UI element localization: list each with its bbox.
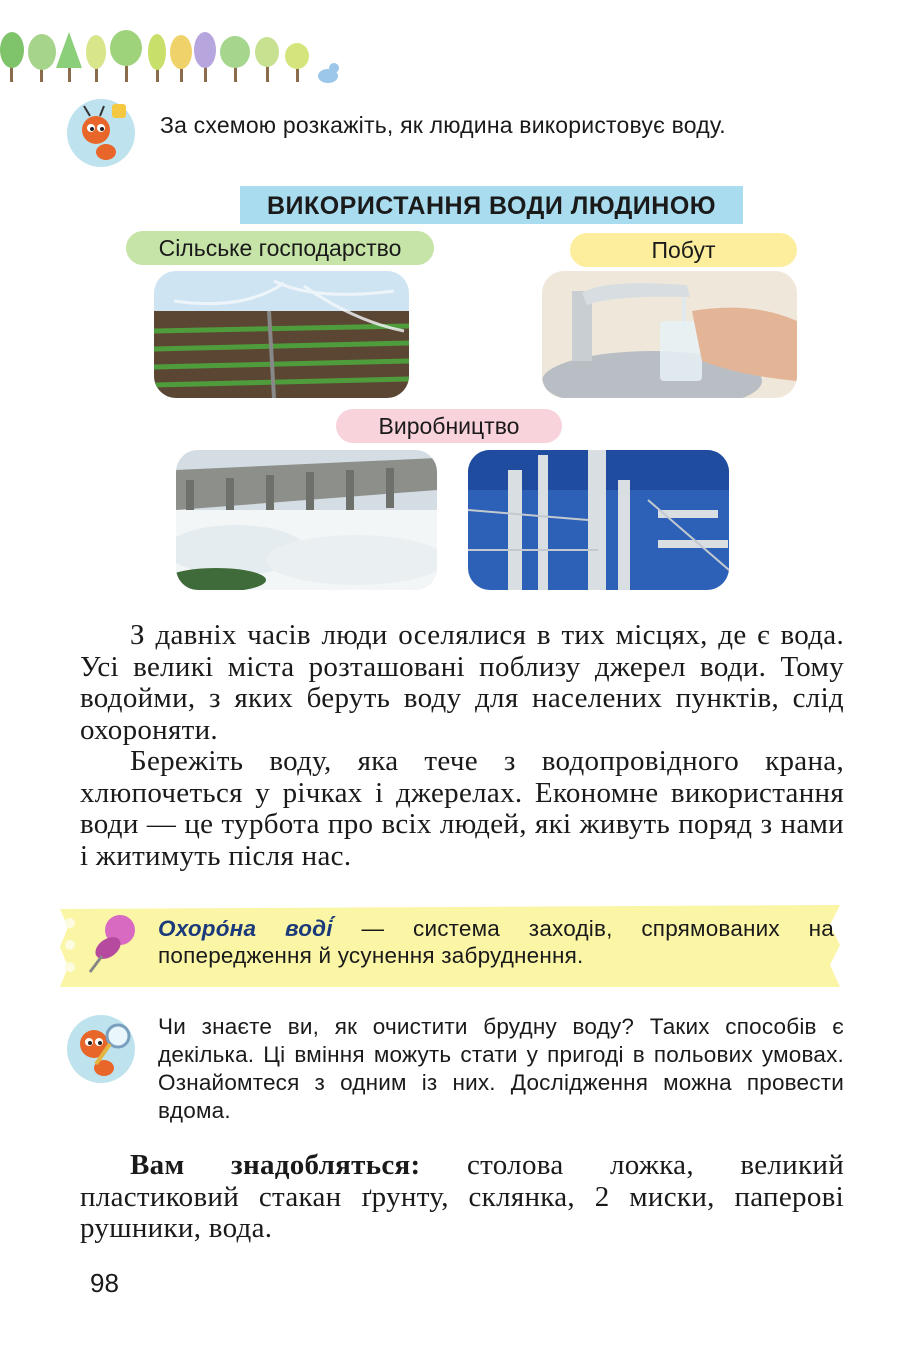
definition-term: Охоро́на воді́ — [158, 916, 333, 941]
agriculture-label: Сільське господарство — [126, 231, 434, 265]
tree-border-icon — [0, 18, 350, 84]
production-label: Виробництво — [336, 409, 562, 443]
tap-water-photo — [542, 271, 797, 398]
dam-photo — [176, 450, 437, 590]
intro-instruction: За схемою розкажіть, як людина використовує воду. — [160, 112, 726, 138]
page-number: 98 — [90, 1268, 119, 1298]
diagram-title: ВИКОРИСТАННЯ ВОДИ ЛЮДИНОЮ — [240, 186, 743, 224]
paragraph-1: З давніх часів люди оселялися в тих місцях, де є вода. Усі великі міста розташовані поблизу джерел води. Тому водойми, з яких беруть воду для населених пунктів, слід охороняти. — [80, 619, 844, 746]
materials-paragraph — [80, 1150, 844, 1245]
materials-label: Вам знадобляться: — [130, 1149, 421, 1181]
definition-text — [158, 915, 834, 969]
ant-magnifier-icon — [66, 1014, 136, 1084]
ant-trophy-icon — [66, 98, 136, 168]
irrigation-photo — [154, 271, 409, 398]
paragraph-2: Бережіть воду, яка тече з водопровідного крана, хлюпочеться у річках і джерелах. Економне використання води — це турбота про всіх людей, які живуть поряд з нами і житимуть після нас. — [80, 745, 844, 872]
main-text — [80, 620, 844, 872]
push-pin-icon — [86, 912, 140, 976]
materials-list: столова ложка, великий пластиковий стакан ґрунту, склянка, 2 миски, паперові рушники, вода. — [80, 1149, 845, 1244]
factory-photo — [468, 450, 729, 590]
definition-body: — система заходів, спрямованих на попередження й усунення забруднення. — [158, 916, 835, 968]
household-label: Побут — [570, 233, 797, 267]
question-text: Чи знаєте ви, як очистити брудну воду? Таких способів є декілька. Ці вміння можуть стати у пригоді в польових умовах. Ознайомтеся з одним із них. Дослідження можна провести вдома. — [158, 1014, 844, 1123]
